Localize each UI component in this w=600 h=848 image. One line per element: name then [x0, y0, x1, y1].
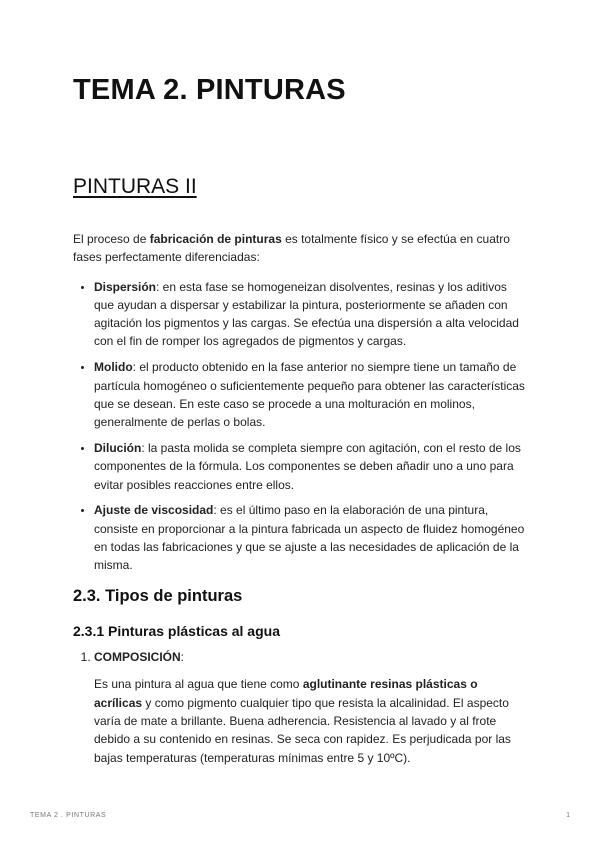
composition-heading: COMPOSICIÓN [94, 650, 181, 665]
footer-running-title: TEMA 2 . PINTURAS [30, 812, 107, 819]
phase-text: : en esta fase se homogeneizan disolventes, resinas y los aditivos que ayudan a dispersar y estabilizar la pintura, posteriormente se añaden con agitación los pigmentos y las cargas. Se efectúa una dispersión a alta velocidad con el fin de romper los agregados de pigmentos y cargas. [94, 279, 519, 349]
phase-text: : el producto obtenido en la fase anterior no siempre tiene un tamaño de partícula homogéneo o suficientemente pequeño para obtener las características que se desean. En este caso se procede a una molturación en molinos, generalmente de perlas o bolas. [94, 360, 525, 430]
subsubsection-title: 2.3.1 Pinturas plásticas al agua [73, 622, 280, 639]
phase-term: Dilución [94, 440, 142, 455]
intro-text-start: El proceso de [73, 232, 150, 246]
composition-bold-term: aglutinante resinas plásticas o acrílicas [94, 677, 478, 710]
composition-heading-suffix: : [180, 650, 185, 665]
composition-text-end: y como pigmento cualquier tipo que resista la alcalinidad. El aspecto varía de mate a brillante. Buena adherencia. Resistencia al lavado y al frote debido a su contenido en resinas. Se seca con rapidez. Es perjudicada por las bajas temperaturas (temperaturas mínimas entre 5 y 10ºC). [94, 695, 511, 765]
list-item-dilucion [94, 439, 528, 494]
phase-text: : es el último paso en la elaboración de una pintura, consiste en proporcionar a la pintura fabricada un aspecto de fluidez homogéneo en todas las fabricaciones y que se ajuste a las necesidades de aplicación de la misma. [94, 503, 525, 573]
phase-term: Molido [94, 360, 133, 375]
list-item-dispersion [94, 278, 528, 351]
composition-heading-line [94, 648, 528, 666]
intro-bold-term: fabricación de pinturas [149, 232, 282, 246]
intro-text-end: es totalmente físico y se efectúa en cuatro fases perfectamente diferenciadas: [73, 232, 510, 265]
subsection-title: 2.3. Tipos de pinturas [73, 586, 243, 605]
composition-text-start: Es una pintura al agua que tiene como [94, 677, 303, 692]
phase-term: Ajuste de viscosidad [94, 503, 214, 518]
composition-paragraph [94, 675, 528, 766]
intro-paragraph [73, 230, 528, 267]
document-body [73, 230, 528, 767]
section-title: PINTURAS II [73, 175, 197, 198]
phases-list [73, 278, 528, 575]
list-item-molido [94, 358, 528, 431]
phase-text: : la pasta molida se completa siempre con agitación, con el resto de los componentes de la fórmula. Los componentes se deben añadir uno a uno para evitar posibles reacciones entre ellos. [94, 440, 521, 492]
list-item-composicion [94, 648, 528, 767]
page-number: 1 [566, 812, 570, 819]
list-item-ajuste-viscosidad [94, 501, 528, 574]
numbered-list [73, 648, 528, 767]
phase-term: Dispersión [94, 279, 157, 294]
document-title: TEMA 2. PINTURAS [73, 74, 346, 106]
